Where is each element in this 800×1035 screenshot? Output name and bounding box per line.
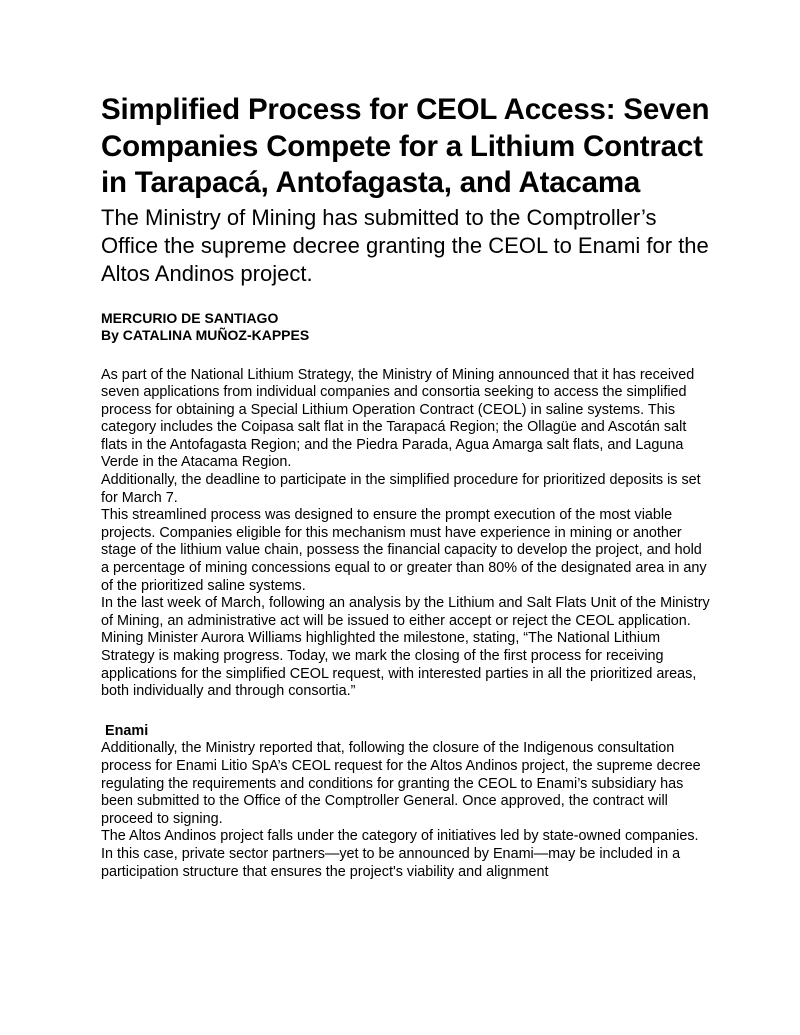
- paragraph: As part of the National Lithium Strategy, the Ministry of Mining announced that it has received seven applications from individual companies and consortia seeking to access the simplified process for obtaining a Special Lithium Operation Contract (CEOL) in saline systems. This category includes the Coipasa salt flat in the Tarapacá Region; the Ollagüe and Ascotán salt flats in the Antofagasta Region; and the Piedra Parada, Agua Amarga salt flats, and Laguna Verde in the Atacama Region.: [101, 366, 695, 471]
- article-subtitle: The Ministry of Mining has submitted to the Comptroller’s Office the supreme decree granting the CEOL to Enami for the Altos Andinos project.: [101, 204, 709, 286]
- section-heading-enami: Enami: [105, 722, 149, 739]
- article-title: Simplified Process for CEOL Access: Seven Companies Compete for a Lithium Contract in Tarapacá, Antofagasta, and Atacama: [101, 93, 710, 199]
- article-body: [101, 367, 711, 701]
- paragraph: The Altos Andinos project falls under the category of initiatives led by state-owned companies. In this case, private sector partners—yet to be announced by Enami—may be included in a participation structure that ensures the project's viability and alignment: [101, 828, 699, 880]
- paragraph: Additionally, the deadline to participate in the simplified procedure for prioritized deposits is set for March 7.: [101, 472, 701, 506]
- paragraph: Additionally, the Ministry reported that, following the closure of the Indigenous consultation process for Enami Litio SpA’s CEOL request for the Altos Andinos project, the supreme decree regulating the requirements and conditions for granting the CEOL to Enami’s subsidiary has been submitted to the Office of the Comptroller General. Once approved, the contract will proceed to signing.: [101, 740, 701, 827]
- byline: [101, 310, 711, 345]
- author-name: By CATALINA MUÑOZ-KAPPES: [101, 327, 310, 343]
- source-name: MERCURIO DE SANTIAGO: [101, 309, 279, 326]
- section-body: [101, 740, 711, 881]
- paragraph: Mining Minister Aurora Williams highlighted the milestone, stating, “The National Lithium Strategy is making progress. Today, we mark the closing of the first process for receiving applications for the simplified CEOL request, with interested parties in all the prioritized areas, both individually and through consortia.”: [101, 630, 697, 700]
- paragraph: This streamlined process was designed to ensure the prompt execution of the most viable projects. Companies eligible for this mechanism must have experience in mining or another stage of the lithium value chain, possess the financial capacity to develop the project, and hold a percentage of mining concessions equal to or greater than 80% of the designated area in any of the prioritized saline systems.: [101, 507, 707, 594]
- paragraph: In the last week of March, following an analysis by the Lithium and Salt Flats Unit of the Ministry of Mining, an administrative act will be issued to either accept or reject the CEOL application.: [101, 595, 710, 629]
- article: [101, 92, 711, 881]
